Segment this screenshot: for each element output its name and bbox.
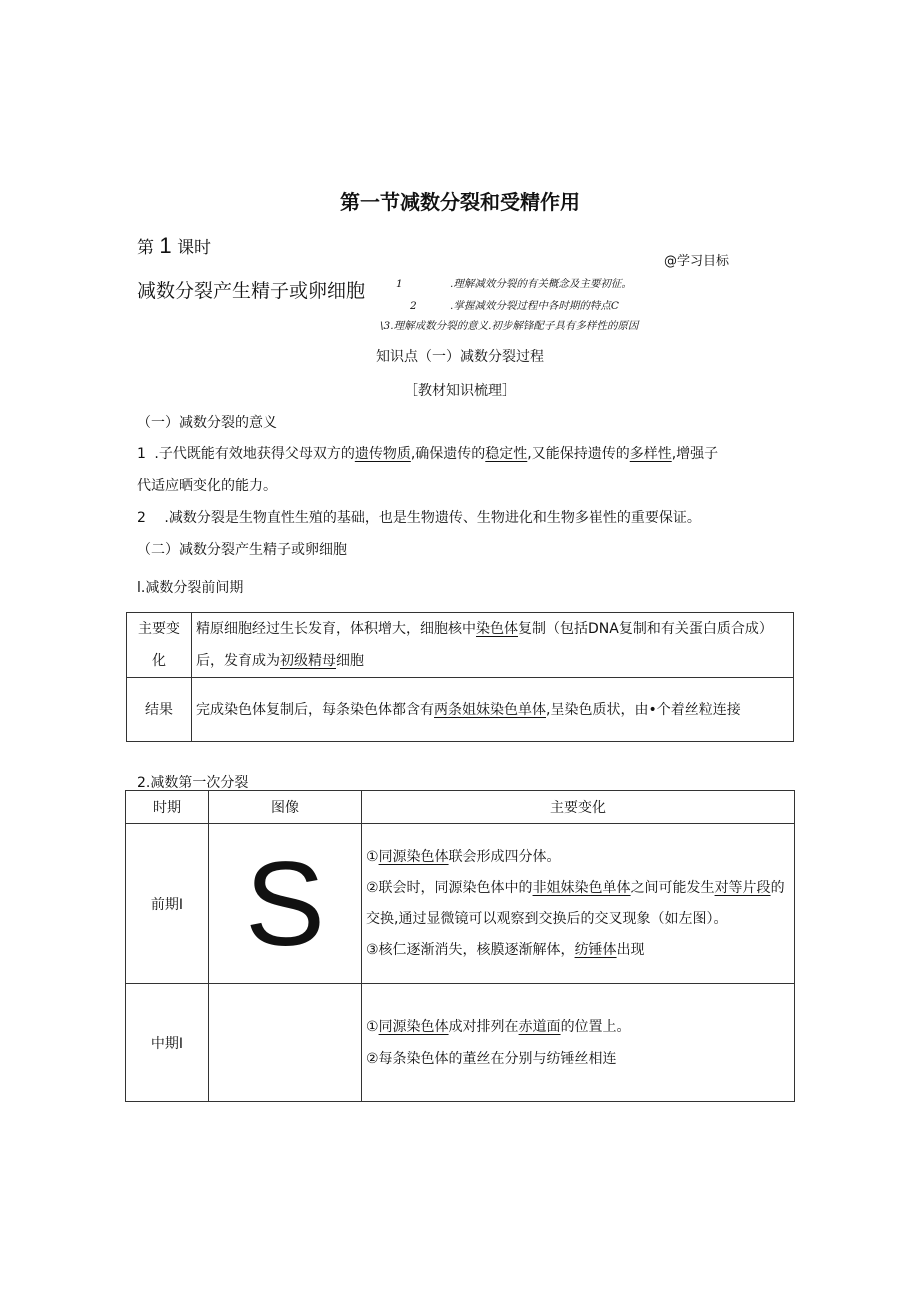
knowledge-point-heading: 知识点（一）减数分裂过程 (376, 349, 544, 365)
interphase-table (126, 612, 794, 742)
text-span: 精原细胞经过生长发育，体积增大，细胞核中 (196, 621, 476, 637)
change-item (366, 873, 790, 935)
text-span: ① (366, 1018, 379, 1035)
change-item (366, 1011, 790, 1043)
image-cell (209, 824, 362, 984)
term-equatorial-plate: 赤道面 (518, 1018, 561, 1035)
text-span: ① (366, 848, 379, 865)
paragraph-1-text-a: .子代既能有效地获得父母双方的 (154, 446, 355, 462)
change-item (366, 935, 790, 966)
changes-cell (362, 984, 795, 1102)
text-span: ,呈染色质状，由•个着丝粒连接 (546, 701, 741, 718)
page-title: 第一节减数分裂和受精作用 (340, 190, 580, 214)
changes-cell (362, 824, 795, 984)
lesson-suffix: 课时 (177, 238, 212, 258)
diagram-glyph: S (244, 836, 326, 971)
paragraph-2-num: 2 (137, 510, 146, 526)
goal-3-num: \ (380, 320, 384, 332)
term-non-sister-chromatids: 非姐妹染色单体 (532, 879, 631, 896)
term-homologous-chromosomes: 同源染色体 (378, 848, 449, 865)
interphase-changes-text (192, 613, 793, 677)
change-item (366, 842, 790, 873)
paragraph-1-text-b: ,确保遗传的 (410, 446, 486, 462)
term-spindle: 纺锤体 (574, 941, 617, 958)
lesson-number (137, 233, 211, 259)
stage-metaphase-1: 中期I (126, 984, 209, 1102)
image-cell (209, 984, 362, 1102)
lesson-subtitle: 减数分裂产生精子或卵细胞 (137, 280, 366, 302)
text-span: 的交换,通过显微镜可以观察到交换后的交叉现象（如左图）。 (366, 879, 785, 927)
goal-2-text: .掌握减效分裂过程中各时期的特点C (450, 300, 619, 312)
paragraph-1-text-d: ,增强子 (671, 446, 719, 462)
text-span: 完成染色体复制后，每条染色体都含有 (196, 701, 434, 718)
table-row (126, 984, 795, 1102)
table-row (126, 824, 795, 984)
text-span: 之间可能发生 (630, 879, 715, 896)
goal-1 (396, 276, 632, 291)
section-tag: ［教材知识梳理］ (404, 383, 516, 399)
part-2-heading: 2.减数第一次分裂 (137, 775, 249, 791)
text-span: 复制（包括DNA复制和有关蛋白质合成）后，发育成为 (196, 621, 773, 669)
term-stability: 稳定性 (485, 446, 528, 462)
table-row (127, 613, 794, 678)
table-cell-label (127, 613, 192, 678)
text-span: 的位置上。 (560, 1018, 631, 1035)
table-row (127, 678, 794, 742)
text-span: 联会形成四分体。 (448, 848, 561, 865)
text-span: ③核仁逐渐消失，核膜逐渐解体， (366, 941, 575, 958)
goal-1-num: 1 (396, 278, 403, 290)
goal-3 (380, 318, 638, 333)
table-cell (192, 678, 794, 742)
paragraph-1-line-2: 代适应晒变化的能力。 (137, 478, 277, 494)
term-sister-chromatids: 两条姐妹染色单体 (434, 701, 546, 718)
part-1-heading: l.减数分裂前间期 (137, 580, 244, 596)
stage-prophase-1: 前期I (126, 824, 209, 984)
paragraph-2-text: .减数分裂是生物直性生殖的基础，也是生物遗传、生物进化和生物多崔性的重要保证。 (164, 510, 701, 526)
text-span: ②联会时，同源染色体中的 (366, 879, 533, 896)
term-homologous-chromosomes: 同源染色体 (378, 1018, 449, 1035)
lesson-number-value: 1 (159, 233, 172, 258)
text-span: 成对排列在 (448, 1018, 519, 1035)
lesson-prefix: 第 (137, 238, 154, 258)
term-diversity: 多样性 (629, 446, 672, 462)
goal-3-text: 3.理解成数分裂的意义.初步解锋配子具有多样性的原因 (383, 320, 639, 332)
table-cell-label (127, 678, 192, 742)
goal-2 (410, 298, 619, 313)
section-2-heading: （二）减数分裂产生精子或卵细胞 (137, 542, 347, 558)
changes-list (362, 1011, 794, 1075)
table-cell (192, 613, 794, 678)
paragraph-1-num: 1 (137, 446, 146, 462)
changes-list (362, 842, 794, 966)
term-equivalent-segments: 对等片段 (714, 879, 771, 896)
paragraph-1-line-1 (137, 443, 718, 463)
header-stage: 时期 (126, 791, 209, 824)
term-chromosome: 染色体 (476, 621, 518, 637)
section-1-heading: （一）减数分裂的意义 (137, 415, 277, 431)
text-span: 出现 (616, 941, 645, 958)
row-label-main-changes: 主要变化 (138, 621, 180, 669)
goal-2-num: 2 (410, 300, 417, 312)
row-label-result: 结果 (145, 701, 173, 718)
text-span: 细胞 (336, 653, 364, 669)
table-header-row (126, 791, 795, 824)
header-image: 图像 (209, 791, 362, 824)
paragraph-1-text-c: ,又能保持遗传的 (527, 446, 630, 462)
interphase-result-text (192, 694, 793, 726)
header-main-changes: 主要变化 (362, 791, 795, 824)
goal-1-text: .理解减效分裂的有关概念及主要初征。 (450, 278, 632, 290)
term-primary-spermatocyte: 初级精母 (280, 653, 336, 669)
term-genetic-material: 遗传物质 (354, 446, 411, 462)
learning-goals-tag: @学习目标 (664, 254, 730, 269)
meiosis-1-table (125, 790, 795, 1102)
change-item: ②每条染色体的董丝在分别与纺锤丝相连 (366, 1050, 617, 1067)
paragraph-2 (137, 507, 701, 527)
